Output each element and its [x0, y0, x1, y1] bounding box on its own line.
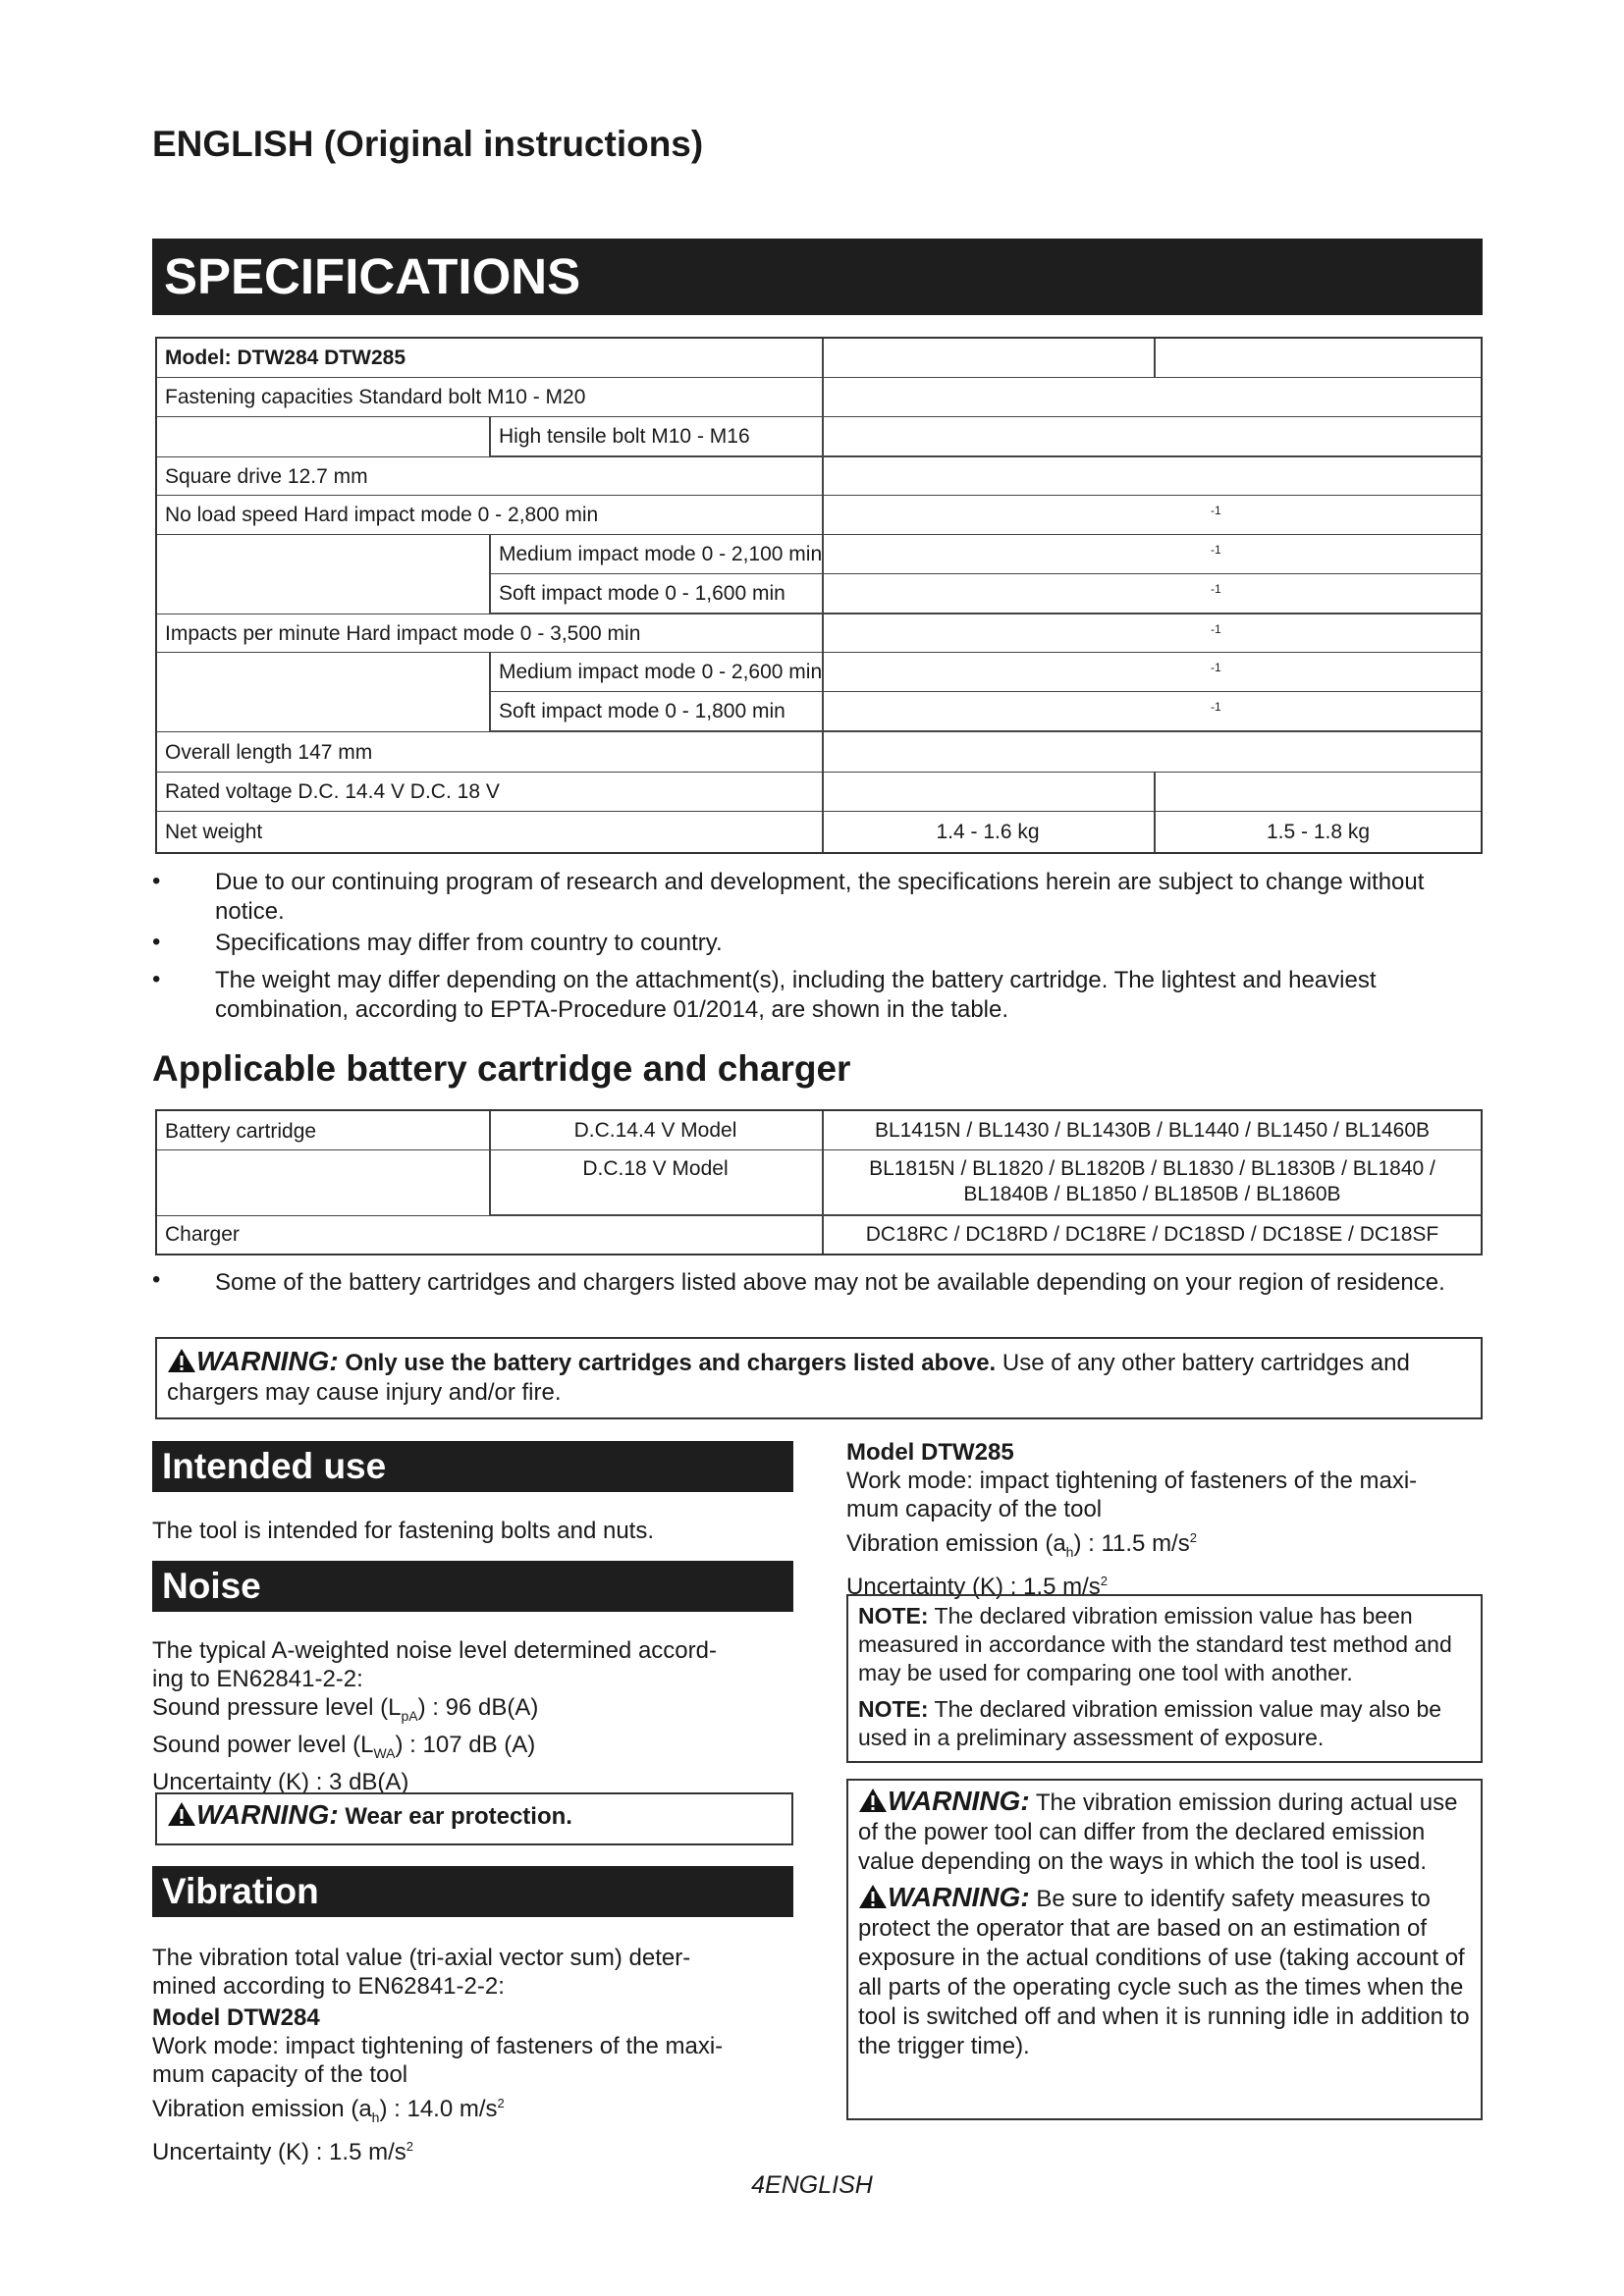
spec-row-noload-soft	[489, 574, 1483, 614]
noise-text-block	[152, 1636, 793, 1796]
spec-weight-dtw284: 1.4 - 1.6 kg	[936, 821, 1040, 843]
spec-note-2: Specifications may differ from country to country.	[215, 930, 723, 956]
bullet: •	[152, 868, 161, 894]
specifications-table	[155, 337, 1483, 854]
vibration-banner: Vibration	[152, 1866, 793, 1917]
noise-banner: Noise	[152, 1561, 793, 1612]
warning-label: WARNING:	[196, 1799, 339, 1830]
vibration-warning-1: WARNING: The vibration emission during actual use of the power tool can differ from the declared emission value depending on the ways in which the tool is used.	[858, 1786, 1458, 1875]
battery-table	[155, 1109, 1483, 1255]
per-minute-sup: -1	[1211, 661, 1221, 674]
warning-triangle-icon	[858, 1884, 888, 1909]
page-footer: 4ENGLISH	[751, 2171, 873, 2199]
specifications-banner: SPECIFICATIONS	[152, 239, 1483, 315]
dtw284-mode-2: mum capacity of the tool	[152, 2061, 408, 2088]
table-row	[489, 1150, 1483, 1215]
dtw284-uncertainty: Uncertainty (K) : 1.5 $m/s^2$	[152, 2138, 413, 2165]
spec-row-overall-length	[157, 731, 1481, 773]
sound-power-level: Sound power level $(L_{WA})$ : 107 dB (A)	[152, 1731, 536, 1761]
noise-uncertainty: Uncertainty (K) : 3 dB(A)	[152, 1768, 409, 1795]
warning-triangle-icon	[167, 1801, 196, 1827]
spec-noload-soft: Soft impact mode 0 - 1,600 min	[499, 582, 785, 605]
dtw285-mode-1: Work mode: impact tightening of fasteners of the maxi-	[846, 1468, 1418, 1494]
spec-square-drive: Square drive 12.7 mm	[165, 464, 368, 488]
vibration-right-block	[846, 1438, 1483, 1601]
dtw284-mode-1: Work mode: impact tightening of fasteners of the maxi-	[152, 2033, 724, 2059]
noise-intro-2: ing to EN62841-2-2:	[152, 1666, 363, 1692]
spec-row-noload-hard	[157, 496, 1481, 535]
battery-section-title: Applicable battery cartridge and charger	[152, 1048, 851, 1089]
spec-note-1: Due to our continuing program of research and development, the specifications herein are subject to change without notice.	[215, 869, 1425, 925]
battery-list-18v	[822, 1156, 1483, 1207]
spec-ipm-medium: Medium impact mode 0 - 2,600 min	[499, 661, 823, 683]
spec-note-3: The weight may differ depending on the attachment(s), including the battery cartridge. The lightest and heaviest combination, according to EPTA-Procedure 01/2014, are shown in the table.	[215, 967, 1377, 1023]
spec-model: Model: DTW284 DTW285	[165, 347, 406, 369]
charger-label: Charger	[165, 1223, 240, 1246]
spec-row-fastening-high	[489, 417, 1483, 456]
charger-list: DC18RC / DC18RD / DC18RE / DC18SD / DC18SE / DC18SF	[865, 1223, 1439, 1246]
warning-label: WARNING:	[888, 1882, 1030, 1912]
intended-use-banner: Intended use	[152, 1441, 793, 1492]
vibration-note-2: NOTE: The declared vibration emission value may also be used in a preliminary assessment of exposure.	[858, 1696, 1442, 1750]
dtw285-mode-2: mum capacity of the tool	[846, 1496, 1103, 1522]
battery-list-18v-line-1: BL1815N / BL1820 / BL1820B / BL1830 / BL1830B / BL1840 /	[869, 1157, 1435, 1180]
spec-overall-length: Overall length 147 mm	[165, 740, 373, 764]
spec-weight-dtw285: 1.5 - 1.8 kg	[1266, 821, 1371, 843]
spec-row-fastening-std	[157, 378, 1481, 417]
dtw285-emission: Vibration emission $(a_h)$ : 11.5 $m/s^2$	[846, 1530, 1197, 1560]
page-language-title: ENGLISH (Original instructions)	[152, 124, 704, 164]
spec-row-net-weight	[157, 812, 1481, 852]
intended-use-text: The tool is intended for fastening bolts and nuts.	[152, 1518, 654, 1544]
spec-noload-hard: No load speed Hard impact mode 0 - 2,800 min	[165, 504, 599, 526]
warning-triangle-icon	[858, 1788, 888, 1813]
model-dtw284-heading: Model DTW284	[152, 2004, 320, 2031]
vibration-note-box	[846, 1594, 1483, 1763]
battery-warning-text: Use of any other battery cartridges and chargers may cause injury and/or fire.	[167, 1350, 1410, 1406]
vibration-warning-box	[846, 1779, 1483, 2120]
vibration-left-block	[152, 1944, 793, 2166]
spec-row-noload-medium	[489, 535, 1483, 574]
per-minute-sup: -1	[1211, 582, 1221, 596]
battery-warning-box	[155, 1337, 1483, 1419]
dtw285-uncertainty: Uncertainty (K) : 1.5 $m/s^2$	[846, 1573, 1108, 1600]
spec-fastening-std: Fastening capacities Standard bolt M10 - M20	[165, 386, 586, 408]
spec-notes-list	[152, 868, 1483, 1025]
dtw284-emission: Vibration emission $(a_h)$ : 14.0 $m/s^2$	[152, 2096, 505, 2125]
battery-model-18v: D.C.18 V Model	[582, 1157, 729, 1180]
warning-label: WARNING:	[888, 1786, 1030, 1816]
warning-triangle-icon	[167, 1348, 196, 1373]
sound-pressure-level: Sound pressure level $(L_{pA})$ : 96 dB(A)	[152, 1694, 539, 1724]
battery-notes-list	[152, 1266, 1483, 1329]
spec-row-ipm-medium	[489, 653, 1483, 692]
spec-row-square-drive	[157, 456, 1481, 496]
spec-row-ipm-hard	[157, 614, 1481, 653]
per-minute-sup: -1	[1211, 543, 1221, 557]
battery-model-14v: D.C.14.4 V Model	[573, 1119, 737, 1142]
vibration-note-1: NOTE: The declared vibration emission value has been measured in accordance with the standard test method and may be used for comparing one tool with another.	[858, 1603, 1452, 1685]
bullet: •	[152, 929, 161, 955]
spec-row-ipm-soft	[489, 692, 1483, 731]
battery-list-18v-line-2: BL1840B / BL1850 / BL1850B / BL1860B	[963, 1183, 1341, 1205]
warning-label: WARNING:	[196, 1346, 339, 1376]
vibration-intro-2: mined according to EN62841-2-2:	[152, 1973, 505, 2000]
noise-warning-box	[155, 1792, 793, 1845]
battery-availability-note: Some of the battery cartridges and chargers listed above may not be available depending on your region of residence.	[215, 1269, 1445, 1296]
per-minute-sup: -1	[1211, 622, 1221, 636]
spec-ipm-hard: Impacts per minute Hard impact mode 0 - 3,500 min	[165, 621, 641, 645]
table-row	[157, 1215, 1481, 1254]
spec-row-model	[157, 339, 1481, 378]
spec-fastening-high: High tensile bolt M10 - M16	[499, 425, 750, 448]
per-minute-sup: -1	[1211, 504, 1221, 517]
vibration-warning-2: WARNING: Be sure to identify safety measures to protect the operator that are based on an estimation of exposure in the actual conditions of use (taking account of all parts of the operating cycle such as the times when the tool is switched off and when it is running idle in addition to the trigger time).	[858, 1882, 1470, 2059]
model-dtw285-heading: Model DTW285	[846, 1439, 1014, 1466]
bullet: •	[152, 966, 161, 992]
spec-row-rated-voltage	[157, 773, 1481, 812]
noise-intro-1: The typical A-weighted noise level determined accord-	[152, 1637, 717, 1664]
spec-net-weight: Net weight	[165, 821, 263, 843]
battery-cartridge-label: Battery cartridge	[165, 1120, 317, 1143]
battery-list-14v: BL1415N / BL1430 / BL1430B / BL1440 / BL1450 / BL1460B	[874, 1119, 1431, 1142]
spec-rated-voltage: Rated voltage D.C. 14.4 V D.C. 18 V	[165, 780, 500, 803]
bullet: •	[152, 1266, 161, 1293]
noise-warning-text: Wear ear protection.	[345, 1803, 572, 1830]
spec-noload-medium: Medium impact mode 0 - 2,100 min	[499, 543, 823, 565]
vibration-intro-1: The vibration total value (tri-axial vector sum) deter-	[152, 1945, 691, 1971]
battery-warning-bold: Only use the battery cartridges and chargers listed above.	[345, 1350, 997, 1376]
spec-ipm-soft: Soft impact mode 0 - 1,800 min	[499, 700, 785, 722]
table-row	[157, 1111, 1481, 1150]
per-minute-sup: -1	[1211, 700, 1221, 714]
